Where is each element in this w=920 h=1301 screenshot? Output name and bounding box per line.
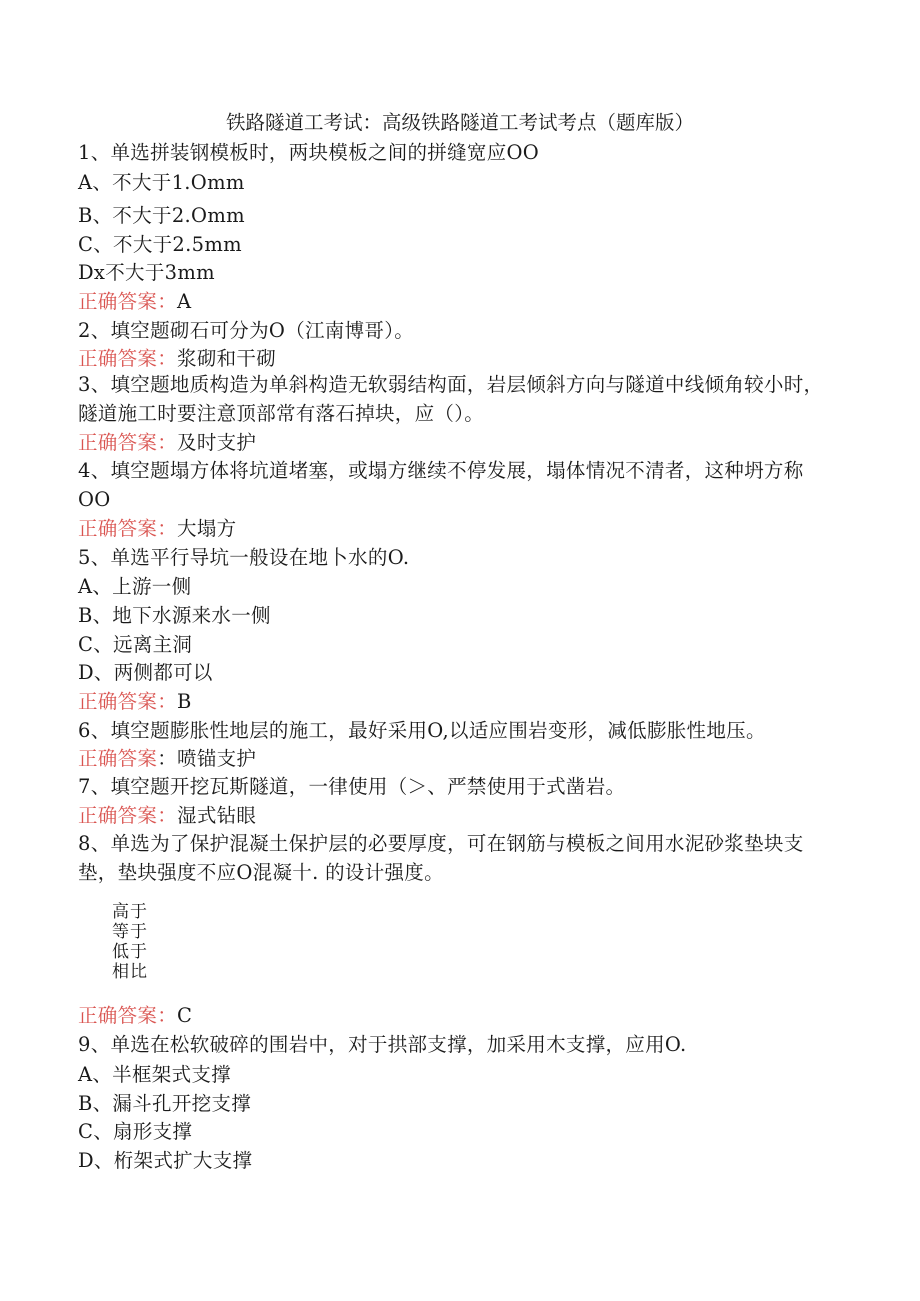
question-9-option-b: B、漏斗孔开挖支撑 <box>78 1092 252 1115</box>
answer-value: 大塌方 <box>177 517 237 540</box>
question-1-answer <box>78 289 191 315</box>
answer-value: 喷锚支护 <box>177 747 257 770</box>
question-5-stem: 5、单选平行导坑一般设在地卜水的O. <box>78 546 410 569</box>
question-1-stem: 1、单选拼装钢模板时，两块模板之间的拼缝宽应OO <box>78 141 540 164</box>
question-9-option-c: C、扇形支撑 <box>78 1120 193 1143</box>
question-8-option-1: 高于 <box>112 902 148 922</box>
question-6-answer <box>78 746 256 772</box>
question-3-stem: 3、填空题地质构造为单斜构造无软弱结构面，岩层倾斜方向与隧道中线倾角较小时，隧道施工时要注意顶部常有落石掉块，应（）。 <box>78 373 824 425</box>
answer-value: A <box>177 290 192 313</box>
question-7-answer <box>78 803 256 829</box>
question-1-option-d: Dx不大于3mm <box>78 261 215 284</box>
answer-label: 正确答案： <box>78 290 178 313</box>
question-2-stem: 2、填空题砌石可分为O（江南博哥）。 <box>78 319 415 342</box>
answer-label: 正确答案： <box>78 1004 178 1027</box>
question-4-stem: 4、填空题塌方体将坑道堵塞，或塌方继续不停发展，塌体情况不清者，这种坍方称OO <box>78 459 804 511</box>
question-1-option-a: A、不大于1.Omm <box>78 171 245 194</box>
answer-label: 正确答案： <box>78 690 178 713</box>
question-7-stem: 7、填空题开挖瓦斯隧道，一律使用（＞、严禁使用于式凿岩。 <box>78 775 626 798</box>
question-8-option-3: 低于 <box>112 942 148 962</box>
question-1-option-b: B、不大于2.Omm <box>78 204 245 227</box>
answer-value: 及时支护 <box>177 431 257 454</box>
question-9-option-d: D、桁架式扩大支撑 <box>78 1149 253 1172</box>
question-8-answer <box>78 1003 192 1029</box>
answer-value: 湿式钻眼 <box>177 804 257 827</box>
answer-value: 浆砌和干砌 <box>177 347 277 370</box>
answer-value: C <box>177 1004 193 1027</box>
question-5-option-d: D、两侧都可以 <box>78 661 213 684</box>
question-2-answer <box>78 346 276 372</box>
question-6-stem: 6、填空题膨胀性地层的施工，最好采用O,以适应围岩变形，减低膨胀性地压。 <box>78 719 766 742</box>
question-8-option-2: 等于 <box>112 922 148 942</box>
answer-label: 正确答案： <box>78 431 178 454</box>
question-9-stem: 9、单选在松软破碎的围岩中，对于拱部支撑，加采用木支撑，应用O. <box>78 1033 687 1056</box>
question-5-answer <box>78 689 192 715</box>
question-1-option-c: C、不大于2.5mm <box>78 233 242 256</box>
answer-label: 正确答案： <box>78 347 178 370</box>
question-5-option-c: C、远离主洞 <box>78 633 193 656</box>
answer-label: 正确答案： <box>78 804 178 827</box>
answer-label: 正确答案 <box>78 747 158 770</box>
question-3-answer <box>78 430 256 456</box>
answer-separator: ： <box>157 747 178 770</box>
answer-value: B <box>177 690 192 713</box>
question-5-option-b: B、地下水源来水一侧 <box>78 604 271 627</box>
question-8-stem: 8、单选为了保护混凝土保护层的必要厚度，可在钢筋与模板之间用水泥砂浆垫块支垫，垫块强度不应O混凝十. 的设计强度。 <box>78 832 804 884</box>
question-4-answer <box>78 516 236 542</box>
question-5-option-a: A、上游一侧 <box>78 575 192 598</box>
answer-label: 正确答案： <box>78 517 178 540</box>
question-9-option-a: A、半框架式支撑 <box>78 1063 231 1086</box>
question-8-option-4: 相比 <box>112 962 148 982</box>
document-title: 铁路隧道工考试：高级铁路隧道工考试考点（题库版） <box>225 111 694 134</box>
